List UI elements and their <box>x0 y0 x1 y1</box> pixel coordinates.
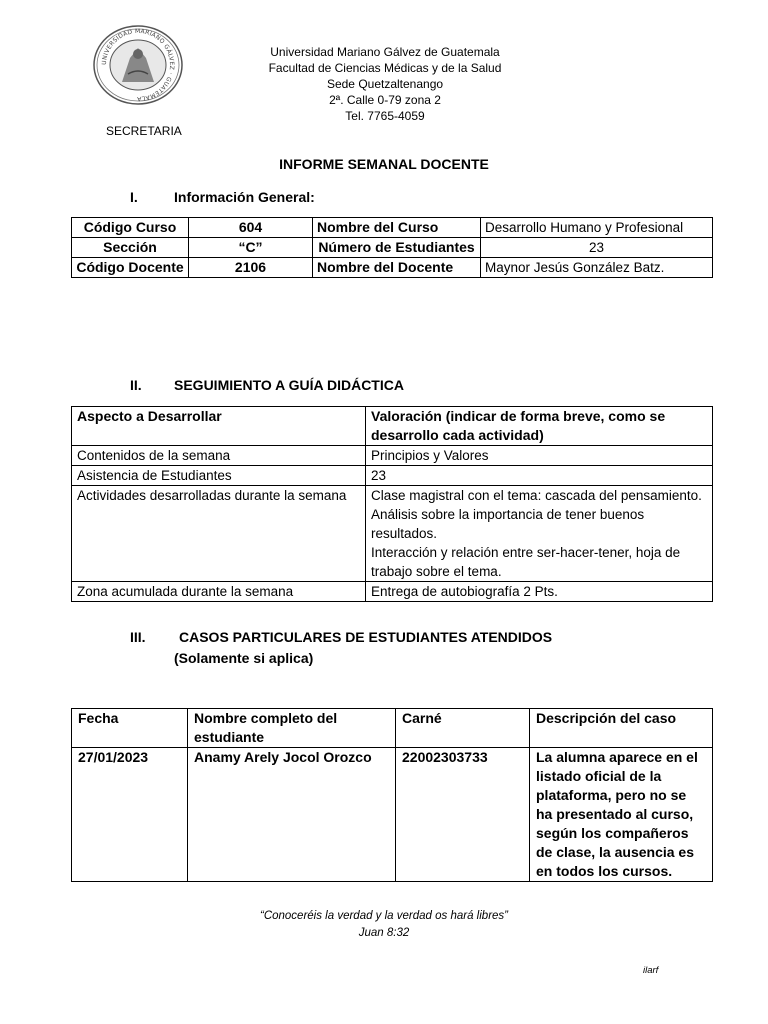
section-3-heading <box>130 629 552 645</box>
table-cell: Maynor Jesús González Batz. <box>481 258 713 278</box>
campus-address: 2ª. Calle 0-79 zona 2 <box>329 93 441 107</box>
section-3-number: III. <box>130 629 146 645</box>
table-cell <box>366 486 713 582</box>
column-header: Descripción del caso <box>530 709 713 748</box>
section-2-title: SEGUIMIENTO A GUÍA DIDÁCTICA <box>174 377 404 393</box>
section-1-number: I. <box>130 189 138 205</box>
column-header: Aspecto a Desarrollar <box>72 407 366 446</box>
campus-name: Sede Quetzaltenango <box>326 77 444 91</box>
campus-phone: Tel. 7765-4059 <box>345 109 425 123</box>
table-row <box>72 466 713 486</box>
table-cell: 2106 <box>189 258 313 278</box>
footer-quote: “Conoceréis la verdad y la verdad os hará libres” <box>259 910 508 922</box>
faculty-name: Facultad de Ciencias Médicas y de la Salud <box>268 61 502 75</box>
table-cell: 604 <box>189 218 313 238</box>
section-2-heading <box>130 377 404 393</box>
table-cell: Principios y Valores <box>366 446 713 466</box>
column-header: Carné <box>396 709 530 748</box>
report-title: INFORME SEMANAL DOCENTE <box>279 156 489 172</box>
table-cell: Entrega de autobiografía 2 Pts. <box>366 582 713 602</box>
table-cell: Nombre del Docente <box>313 258 481 278</box>
activity-description-extra: Interacción y relación entre ser-hacer-tener, hoja de trabajo sobre el tema. <box>371 545 681 579</box>
section-1-heading <box>130 189 315 205</box>
table-cell: Código Curso <box>72 218 189 238</box>
case-description: La alumna aparece en el listado oficial de la plataforma, pero no se ha presentado al curso, según los compañeros de clase, la ausencia es en todos los cursos. <box>530 748 713 882</box>
table-cell: Código Docente <box>72 258 189 278</box>
table-header-row <box>72 709 713 748</box>
table-row <box>72 258 713 278</box>
institution-name: Universidad Mariano Gálvez de Guatemala <box>270 45 500 59</box>
section-3-title: CASOS PARTICULARES DE ESTUDIANTES ATENDIDOS <box>179 629 553 645</box>
table-row <box>72 446 713 466</box>
table-row <box>72 218 713 238</box>
footer-reference: Juan 8:32 <box>358 927 410 939</box>
case-student-name: Anamy Arely Jocol Orozco <box>188 748 396 882</box>
office-label: SECRETARIA <box>106 124 182 138</box>
table-cell: Número de Estudiantes <box>313 238 481 258</box>
activity-description: Clase magistral con el tema: cascada del pensamiento. Análisis sobre la importancia de tener buenos resultados. <box>371 488 702 541</box>
table-cell: Zona acumulada durante la semana <box>72 582 366 602</box>
table-cell: Desarrollo Humano y Profesional <box>481 218 713 238</box>
table-cell: Contenidos de la semana <box>72 446 366 466</box>
column-header: Valoración (indicar de forma breve, como se desarrollo cada actividad) <box>366 407 713 446</box>
column-header: Fecha <box>72 709 188 748</box>
table-row <box>72 748 713 882</box>
table-cell: Asistencia de Estudiantes <box>72 466 366 486</box>
footer-quote-block <box>0 908 768 942</box>
table-header-row <box>72 407 713 446</box>
table-cell: Nombre del Curso <box>313 218 481 238</box>
column-header: Nombre completo del estudiante <box>188 709 396 748</box>
table-cell: 23 <box>481 238 713 258</box>
seal-text: UNIVERSIDAD MARIANO GÁLVEZ · GUATEMALA <box>100 27 176 103</box>
author-initials: ilarf <box>643 965 659 976</box>
table-row <box>72 486 713 582</box>
table-cell: 23 <box>366 466 713 486</box>
table-cell: Sección <box>72 238 189 258</box>
section-3-subheading: (Solamente si aplica) <box>174 650 314 666</box>
university-seal <box>92 24 184 106</box>
table-row <box>72 582 713 602</box>
general-info-table <box>71 217 713 278</box>
table-row <box>72 238 713 258</box>
case-date: 27/01/2023 <box>72 748 188 882</box>
student-cases-table <box>71 708 713 882</box>
section-2-number: II. <box>130 377 142 393</box>
institution-info <box>230 44 540 124</box>
case-carne: 22002303733 <box>396 748 530 882</box>
didactic-guide-table <box>71 406 713 602</box>
section-1-title: Información General: <box>174 189 315 205</box>
table-cell: Actividades desarrolladas durante la semana <box>72 486 366 582</box>
table-cell: “C” <box>189 238 313 258</box>
